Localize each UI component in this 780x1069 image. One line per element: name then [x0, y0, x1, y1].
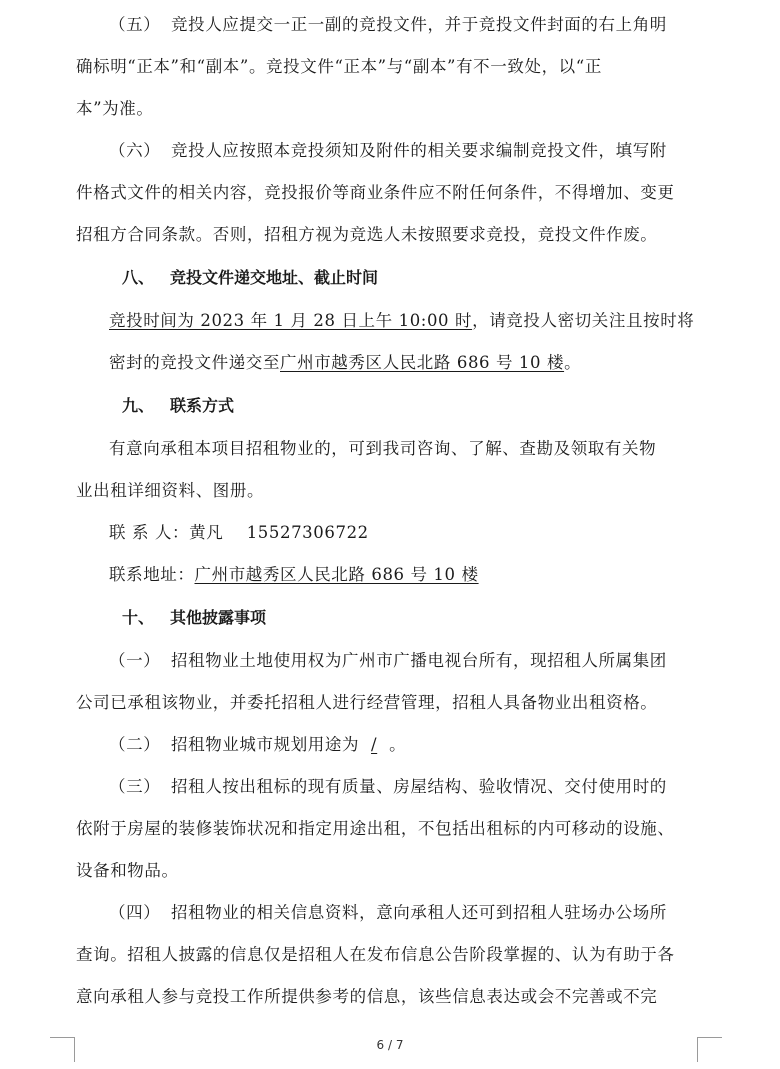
paragraph-text: 。	[564, 353, 582, 372]
contact-address: 广州市越秀区人民北路 686 号 10 楼	[194, 565, 479, 584]
paragraph-text: ，请竞投人密切关注且按时将	[472, 311, 695, 330]
section-number: 八、	[122, 268, 155, 287]
paragraph-text: 。	[389, 735, 407, 754]
paragraph-text: 招租物业土地使用权为广州市广播电视台所有，现招租人所属集团	[171, 651, 667, 670]
paragraph-10-item-3	[76, 766, 696, 892]
paragraph-section-9	[76, 428, 696, 596]
paragraph-text: 依附于房屋的装修装饰状况和指定用途出租，不包括出租标的内可移动的设施、	[76, 819, 675, 838]
item-label: （一）	[109, 651, 161, 670]
planning-use-value: /	[371, 735, 378, 754]
contact-phone: 15527306722	[246, 523, 369, 542]
contact-name: 黄凡	[189, 523, 224, 542]
paragraph-text: 密封的竞投文件递交至	[109, 353, 280, 372]
paragraph-text: 招租物业城市规划用途为	[171, 735, 360, 754]
address-label: 联系地址：	[109, 565, 195, 584]
item-label: （六）	[109, 141, 161, 160]
paragraph-text: 竞投人应按照本竞投须知及附件的相关要求编制竞投文件，填写附	[171, 141, 667, 160]
section-heading-10	[76, 596, 696, 640]
paragraph-text: 招租物业的相关信息资料，意向承租人还可到招租人驻场办公场所	[171, 903, 667, 922]
deadline-text: 竞投时间为 2023 年 1 月 28 日上午 10:00 时	[109, 311, 473, 330]
paragraph-item-6	[76, 130, 696, 256]
section-heading-9	[76, 384, 696, 428]
section-number: 十、	[122, 608, 155, 627]
page-number: 6 / 7	[376, 1038, 404, 1052]
section-title: 竞投文件递交地址、截止时间	[170, 268, 379, 287]
section-title: 联系方式	[170, 396, 235, 415]
paragraph-10-item-4	[76, 892, 696, 1018]
submission-address: 广州市越秀区人民北路 686 号 10 楼	[280, 353, 565, 372]
contact-address-row	[76, 554, 696, 596]
paragraph-text: 公司已承租该物业，并委托招租人进行经营管理，招租人具备物业出租资格。	[76, 693, 658, 712]
paragraph-10-item-2	[76, 724, 696, 766]
section-heading-8	[76, 256, 696, 300]
paragraph-text: 有意向承租本项目招租物业的，可到我司咨询、了解、查勘及领取有关物	[109, 439, 657, 458]
contact-label: 联 系 人：	[109, 523, 190, 542]
paragraph-text: 意向承租人参与竞投工作所提供参考的信息，该些信息表达或会不完善或不完	[76, 987, 658, 1006]
paragraph-text: 本”为准。	[76, 99, 154, 118]
paragraph-section-8	[76, 300, 696, 384]
paragraph-text: 业出租详细资料、图册。	[76, 481, 265, 500]
page-content	[76, 4, 696, 1018]
paragraph-text: 竞投人应提交一正一副的竞投文件，并于竞投文件封面的右上角明	[171, 15, 667, 34]
paragraph-item-5	[76, 4, 696, 130]
paragraph-10-item-1	[76, 640, 696, 724]
section-number: 九、	[122, 396, 155, 415]
item-label: （四）	[109, 903, 161, 922]
section-title: 其他披露事项	[170, 608, 267, 627]
paragraph-text: 确标明“正本”和“副本”。竞投文件“正本”与“副本”有不一致处，以“正	[76, 57, 602, 76]
contact-person-row	[76, 512, 696, 554]
item-label: （二）	[109, 735, 161, 754]
paragraph-text: 查询。招租人披露的信息仅是招租人在发布信息公告阶段掌握的、认为有助于各	[76, 945, 675, 964]
paragraph-text: 设备和物品。	[76, 861, 179, 880]
paragraph-text: 招租人按出租标的现有质量、房屋结构、验收情况、交付使用时的	[171, 777, 667, 796]
item-label: （三）	[109, 777, 161, 796]
item-label: （五）	[109, 15, 161, 34]
paragraph-text: 件格式文件的相关内容，竞投报价等商业条件应不附任何条件，不得增加、变更	[76, 183, 675, 202]
paragraph-text: 招租方合同条款。否则，招租方视为竞选人未按照要求竞投，竞投文件作废。	[76, 225, 658, 244]
